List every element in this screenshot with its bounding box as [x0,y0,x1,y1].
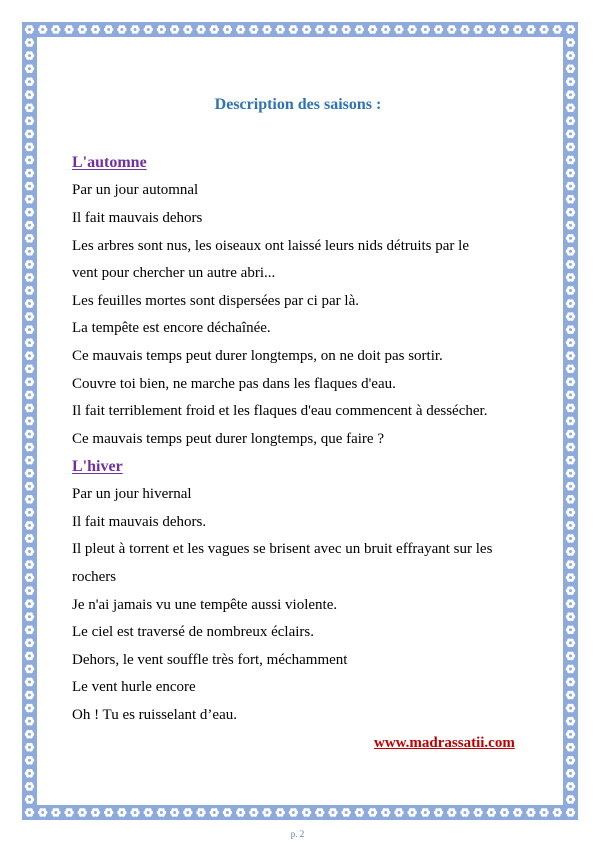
text-line: Il fait mauvais dehors [72,210,203,226]
text-line: Il pleut à torrent et les vagues se brisent avec un bruit effrayant sur les [72,541,493,557]
page-title: Description des saisons : [214,96,382,113]
page-number: p. 2 [290,829,305,839]
decorative-border [22,22,578,820]
text-line: Il fait mauvais dehors. [72,514,207,530]
flower-border-pattern [22,22,578,820]
text-line: Ce mauvais temps peut durer longtemps, on ne doit pas sortir. [72,348,443,364]
text-line: Dehors, le vent souffle très fort, méchamment [72,652,348,668]
text-line: Par un jour hivernal [72,486,192,502]
text-line: Ce mauvais temps peut durer longtemps, que faire ? [72,431,384,447]
text-line: Couvre toi bien, ne marche pas dans les flaques d'eau. [72,376,396,392]
text-line: Le vent hurle encore [72,679,196,695]
text-line: Oh ! Tu es ruisselant d’eau. [72,707,237,723]
text-line: La tempête est encore déchaînée. [72,320,271,336]
section-heading-autumn: L'automne [72,154,147,171]
text-line: Il fait terriblement froid et les flaques d'eau commencent à dessécher. [72,403,488,419]
text-line: vent pour chercher un autre abri... [72,265,276,281]
section-heading-winter: L'hiver [72,458,123,475]
website-link[interactable]: www.madrassatii.com [374,735,515,751]
text-line: Je n'ai jamais vu une tempête aussi violente. [72,597,338,613]
text-line: rochers [72,569,117,585]
text-line: Le ciel est traversé de nombreux éclairs. [72,624,314,640]
text-line: Les feuilles mortes sont dispersées par ci par là. [72,293,359,309]
text-line: Les arbres sont nus, les oiseaux ont laissé leurs nids détruits par le [72,238,470,254]
text-line: Par un jour automnal [72,182,199,198]
